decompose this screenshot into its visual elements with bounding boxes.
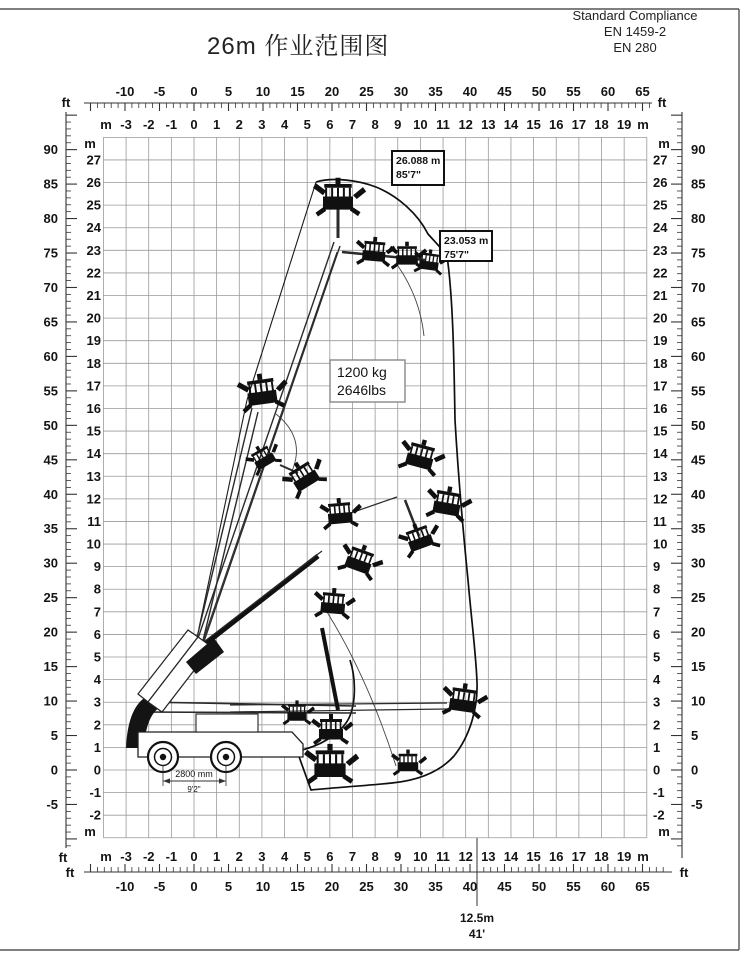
left-ft-tick: 60 [43,348,58,364]
right-m-tick: 6 [653,626,661,642]
bottom-m-tick: 19 [616,849,632,864]
left-m-tick: 2 [93,717,101,733]
left-ft-tick: 80 [43,211,58,227]
right-m-unit: m [658,136,670,151]
right-ft-tick: 75 [691,245,706,261]
max-height-label-line1: 26.088 m [396,155,441,167]
top-m-tick: 18 [594,117,609,132]
left-ft-unit: ft [58,850,68,865]
right-m-tick: 21 [653,288,668,304]
right-m-tick: 24 [653,220,668,236]
max-height-label [392,151,444,185]
top-ft-tick: 40 [462,84,478,99]
bottom-ft-unit: ft [65,865,75,880]
right-m-tick: -2 [653,807,665,823]
bottom-m-tick: 7 [348,849,357,864]
bottom-m-tick: 14 [503,849,519,864]
machine-base [126,630,303,772]
top-m-tick: -1 [165,117,178,132]
right-ft-tick: 80 [691,211,706,227]
top-m-tick: 19 [616,117,632,132]
top-m-unit: m [637,117,649,132]
top-m-tick: 1 [213,117,221,132]
left-m-tick: 6 [93,626,101,642]
right-m-tick: 19 [653,333,668,349]
annotations [330,151,492,402]
bottom-m-unit: m [637,849,649,864]
top-ft-tick: 35 [428,84,443,99]
right-m-tick: 15 [653,423,668,439]
wheel-hub [160,754,166,760]
platform-icon [423,483,475,525]
top-m-tick: 9 [394,117,402,132]
wheel-hub [223,754,229,760]
platform-icon [391,750,427,776]
top-ft-tick: -5 [153,84,166,99]
left-m-tick: 5 [93,649,101,665]
top-m-tick: 2 [235,117,243,132]
bottom-m-tick: -1 [165,849,178,864]
right-m-tick: 25 [653,197,668,213]
left-ft-tick: 50 [43,417,58,433]
outreach-height-label [440,231,492,261]
platform-icon [439,680,490,720]
bottom-ft-tick: 0 [190,879,198,894]
left-ft-tick: 45 [43,452,58,468]
left-ft-tick: 90 [43,142,58,158]
top-m-tick: 7 [348,117,357,132]
wheelbase-ftin-label: 9'2" [187,785,201,794]
bottom-m-tick: 18 [594,849,609,864]
right-m-tick: -1 [653,785,665,801]
left-m-tick: -2 [89,807,101,823]
right-ft-tick: 55 [691,383,706,399]
left-m-tick: 16 [86,400,101,416]
right-m-unit: m [658,824,670,839]
top-ft-unit: ft [657,95,667,110]
top-ft-tick: 0 [190,84,198,99]
left-m-tick: 11 [87,513,101,529]
right-ft-tick: 65 [691,314,706,330]
left-ft-tick: 25 [43,590,58,606]
compliance-standard-1: EN 1459-2 [603,24,667,39]
wheelbase-mm-label: 2800 mm [175,769,213,779]
top-ft-tick: 25 [359,84,374,99]
bottom-ft-tick: 20 [324,879,340,894]
page-title: 26m 作业范围图 [207,33,390,60]
bottom-m-tick: 17 [571,849,587,864]
left-ft-tick: -5 [46,796,58,812]
platform-positions [235,178,490,784]
bottom-ft-tick: 5 [224,879,233,894]
right-ft-tick: 15 [691,659,706,675]
left-ft-tick: 10 [43,693,58,709]
top-m-tick: 16 [549,117,564,132]
bottom-m-tick: 4 [280,849,289,864]
left-ft-tick: 20 [43,624,58,640]
top-ft-tick: 50 [531,84,547,99]
top-ft-tick: 5 [224,84,233,99]
top-m-tick: -2 [142,117,155,132]
left-m-tick: 9 [93,559,101,575]
bottom-ft-tick: 55 [566,879,581,894]
top-m-unit: m [100,117,112,132]
top-ft-unit: ft [61,95,71,110]
platform-icon [304,744,359,784]
top-m-tick: -3 [120,117,132,132]
bottom-ft-tick: 60 [600,879,616,894]
left-ft-tick: 70 [43,279,58,295]
right-ft-tick: 60 [691,348,706,364]
left-ft-tick: 40 [43,486,58,502]
right-ft-tick: 40 [691,486,706,502]
top-m-tick: 3 [258,117,266,132]
bottom-ft-tick: -10 [115,879,135,894]
right-m-tick: 20 [653,310,668,326]
left-m-tick: 7 [93,604,101,620]
bottom-m-unit: m [100,849,112,864]
left-m-unit: m [84,824,96,839]
right-ft-tick: 30 [691,555,706,571]
bottom-m-tick: 5 [303,849,311,864]
right-m-tick: 12 [653,491,668,507]
top-m-tick: 13 [481,117,496,132]
left-m-tick: 24 [86,220,101,236]
top-ft-tick: 10 [255,84,271,99]
top-ft-tick: 55 [566,84,581,99]
bottom-ft-tick: 15 [290,879,305,894]
platform-icon [311,714,354,745]
left-m-tick: 1 [93,739,101,755]
bottom-ft-tick: 25 [359,879,374,894]
left-ft-tick: 35 [43,521,58,537]
top-ft-tick: -10 [115,84,135,99]
bottom-ft-tick: 10 [255,879,271,894]
left-m-tick: 21 [86,288,101,304]
right-m-tick: 18 [653,355,668,371]
bottom-ft-unit: ft [679,865,689,880]
left-m-tick: 13 [86,468,101,484]
top-ft-tick: 45 [497,84,512,99]
left-m-tick: 4 [93,672,101,688]
top-m-tick: 6 [326,117,334,132]
top-ft-tick: 65 [635,84,650,99]
bottom-m-tick: 10 [413,849,428,864]
platform-icon [334,538,387,584]
left-m-tick: 23 [86,242,101,258]
right-m-tick: 23 [653,242,668,258]
platform-icon [313,178,366,217]
left-m-tick: 22 [86,265,101,281]
max-height-label-line2: 85'7" [396,169,421,181]
left-m-tick: 17 [86,378,101,394]
capacity-label [330,360,405,402]
platform-icon [312,586,357,621]
left-m-tick: 19 [86,333,101,349]
platform-icon [395,434,449,479]
bottom-m-tick: 13 [481,849,496,864]
left-m-tick: 3 [93,694,101,710]
bottom-ft-tick: 65 [635,879,650,894]
top-m-tick: 15 [526,117,541,132]
page-frame [0,9,739,950]
right-ft-tick: -5 [691,796,703,812]
bottom-m-tick: 16 [549,849,564,864]
right-m-tick: 17 [653,378,668,394]
left-m-tick: 0 [93,762,101,778]
top-m-tick: 12 [458,117,473,132]
bottom-ft-tick: 30 [393,879,409,894]
right-ft-tick: 45 [691,452,706,468]
right-m-tick: 26 [653,175,668,191]
right-m-tick: 10 [653,536,668,552]
bottom-m-tick: 2 [235,849,243,864]
right-ft-tick: 70 [691,279,706,295]
right-m-tick: 7 [653,604,661,620]
bottom-m-tick: 15 [526,849,541,864]
top-ft-tick: 20 [324,84,340,99]
right-m-tick: 27 [653,152,668,168]
top-m-tick: 4 [280,117,289,132]
bottom-m-tick: -2 [142,849,155,864]
right-m-tick: 2 [653,717,661,733]
right-m-tick: 14 [653,446,668,462]
right-m-tick: 9 [653,559,661,575]
top-ft-tick: 30 [393,84,409,99]
right-m-tick: 1 [653,739,661,755]
swing-arc [327,612,396,766]
right-m-tick: 8 [653,581,661,597]
outreach-m-label: 12.5m [459,911,495,925]
left-m-tick: 25 [86,197,101,213]
right-ft-tick: 20 [691,624,706,640]
bottom-m-tick: 9 [394,849,402,864]
right-ft-tick: 0 [691,762,699,778]
top-m-tick: 14 [503,117,519,132]
capacity-label-line2: 2646lbs [337,382,387,398]
left-ft-tick: 75 [43,245,58,261]
left-ft-tick: 15 [43,659,58,675]
right-m-tick: 4 [653,672,661,688]
left-m-tick: -1 [89,785,101,801]
left-m-tick: 10 [86,536,101,552]
bottom-m-tick: 6 [326,849,334,864]
bottom-m-tick: 3 [258,849,266,864]
right-m-tick: 0 [653,762,661,778]
right-ft-tick: 50 [691,417,706,433]
right-ft-tick: 25 [691,590,706,606]
bottom-m-tick: 12 [458,849,473,864]
left-ft-tick: 85 [43,176,58,192]
left-m-tick: 26 [86,175,101,191]
right-ft-tick: 35 [691,521,706,537]
compliance-standard-2: EN 280 [613,40,657,55]
left-m-tick: 12 [86,491,101,507]
compliance-heading: Standard Compliance [572,8,698,23]
top-m-tick: 11 [436,117,450,132]
left-ft-tick: 65 [43,314,58,330]
right-ft-tick: 5 [691,728,699,744]
right-m-tick: 16 [653,400,668,416]
top-ft-tick: 60 [600,84,616,99]
right-m-tick: 13 [653,468,668,484]
bottom-ft-tick: -5 [153,879,166,894]
outreach-ft-label: 41' [468,927,486,941]
top-m-tick: 0 [190,117,198,132]
bottom-m-tick: 11 [436,849,450,864]
right-m-tick: 11 [653,513,667,529]
outreach-height-label-line2: 75'7" [444,249,469,261]
capacity-label-line1: 1200 kg [337,364,387,380]
left-m-tick: 14 [86,446,101,462]
left-ft-tick: 5 [50,728,58,744]
bottom-m-tick: -3 [120,849,132,864]
top-m-tick: 10 [413,117,428,132]
bottom-m-tick: 1 [213,849,221,864]
right-m-tick: 3 [653,694,661,710]
outreach-height-label-line1: 23.053 m [444,235,489,247]
right-ft-tick: 85 [691,176,706,192]
bottom-ft-tick: 50 [531,879,547,894]
bottom-ft-tick: 45 [497,879,512,894]
bottom-ft-tick: 35 [428,879,443,894]
left-m-tick: 20 [86,310,101,326]
left-m-tick: 27 [86,152,101,168]
bottom-m-tick: 8 [371,849,379,864]
left-ft-tick: 30 [43,555,58,571]
top-m-tick: 5 [303,117,311,132]
top-m-tick: 17 [571,117,587,132]
platform-icon [319,496,364,531]
top-ft-tick: 15 [290,84,305,99]
left-m-tick: 15 [86,423,101,439]
right-ft-tick: 90 [691,142,706,158]
left-ft-tick: 0 [50,762,58,778]
turret [196,714,258,732]
left-ft-tick: 55 [43,383,58,399]
left-m-unit: m [84,136,96,151]
bottom-m-tick: 0 [190,849,198,864]
bottom-ft-tick: 40 [462,879,478,894]
right-m-tick: 5 [653,649,661,665]
left-m-tick: 18 [86,355,101,371]
right-m-tick: 22 [653,265,668,281]
right-ft-tick: 10 [691,693,706,709]
top-m-tick: 8 [371,117,379,132]
left-m-tick: 8 [93,581,101,597]
